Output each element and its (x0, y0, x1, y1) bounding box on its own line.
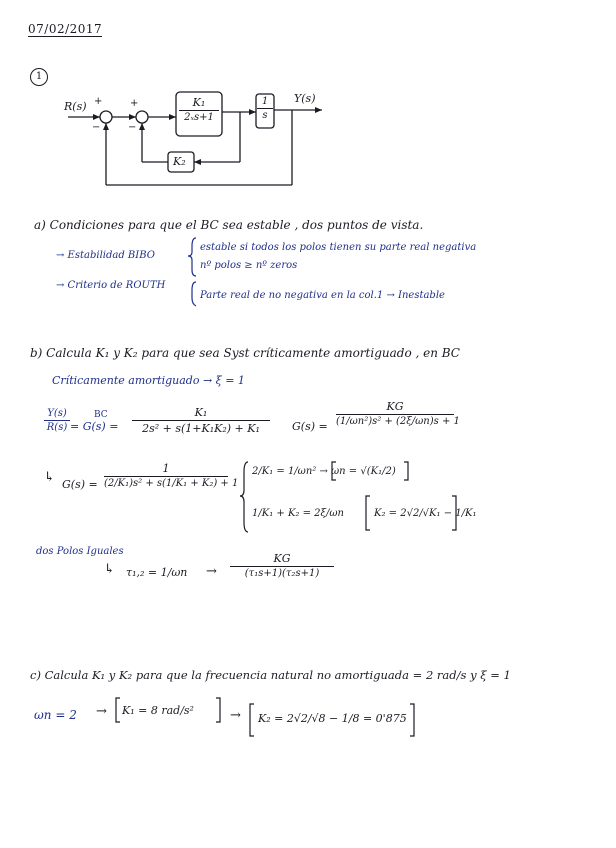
eq2-denominator: (1/ωn²)s² + (2ξ/ωn)s + 1 (336, 416, 460, 427)
eq1-lhs-numerator: Y(s) (47, 408, 67, 419)
eq1-mid: = G(s) = (70, 420, 119, 433)
part-b-critical-damping: Críticamente amortiguado → ξ = 1 (52, 374, 245, 387)
problem-number: 1 (35, 71, 43, 82)
part-c-wn: ωn = 2 (34, 708, 77, 722)
part-c-k1: K₁ = 8 rad/s² (122, 704, 194, 717)
block-k1-denominator: 2ₓs+1 (184, 112, 214, 123)
eq1-denominator: 2s² + s(1+K₁K₂) + K₁ (142, 422, 260, 435)
eq3-lhs: G(s) = (62, 478, 98, 491)
eq3-denominator: (2/K₁)s² + s(1/K₁ + K₂) + 1 (104, 478, 239, 489)
tf-equal-poles-numerator: KG (273, 552, 291, 565)
part-a-item1-line2: nº polos ≥ nº zeros (200, 260, 298, 271)
part-a-heading: a) Condiciones para que el BC sea estable , dos puntos de vista. (34, 218, 424, 232)
part-a-item2-label: → Criterio de ROUTH (56, 280, 166, 291)
system-eq1: 2/K₁ = 1/ωn² → ωn = √(K₁/2) (252, 466, 396, 477)
system-eq2: 1/K₁ + K₂ = 2ξ/ωn (252, 508, 344, 519)
tau-relation: τ₁,₂ = 1/ωn (126, 566, 188, 579)
sum1-minus-sign: − (92, 122, 101, 133)
eq1-numerator: K₁ (194, 406, 208, 419)
block-integrator-numerator: 1 (261, 96, 269, 107)
part-a-item1-label: → Estabilidad BIBO (56, 250, 155, 261)
part-a-item2-line1: Parte real de no negativa en la col.1 → Inestable (200, 290, 445, 301)
block-k2-label: K₂ (173, 155, 186, 168)
input-label: R(s) (64, 100, 87, 113)
part-c-k2: K₂ = 2√2/√8 − 1/8 = 0'875 (258, 712, 407, 725)
eq1-lhs-denominator: R(s) (46, 422, 68, 433)
sum2-minus-sign: − (128, 122, 137, 133)
date: 07/02/2017 (28, 22, 103, 36)
block-integrator-denominator: s (262, 110, 268, 121)
part-c-heading: c) Calcula K₁ y K₂ para que la frecuencia natural no amortiguada = 2 rad/s y ξ = 1 (30, 668, 511, 682)
arrow-icon-c1: → (96, 704, 107, 719)
tf-equal-poles-denominator: (τ₁s+1)(τ₂s+1) (244, 568, 320, 579)
eq2-numerator: KG (386, 400, 404, 413)
system-k2-result: K₂ = 2√2/√K₁ − 1/K₁ (374, 508, 477, 519)
eq1-bc-tag: BC (94, 410, 108, 420)
output-label: Y(s) (294, 92, 316, 105)
sum1-plus-sign: + (94, 96, 103, 107)
block-k1-numerator: K₁ (192, 96, 206, 109)
right-arrow-icon: → (206, 564, 217, 579)
arrow-bracket-icon: ↳ (44, 470, 55, 485)
part-b-heading: b) Calcula K₁ y K₂ para que sea Syst críticamente amortiguado , en BC (30, 346, 460, 360)
eq3-numerator: 1 (162, 462, 170, 475)
arrow-bracket-icon-2: ↳ (104, 562, 115, 577)
eq2-lhs: G(s) = (292, 420, 328, 433)
equal-poles-note: dos Polos Iguales (36, 546, 124, 557)
sum2-plus-sign: + (130, 98, 139, 109)
part-a-item1-line1: estable si todos los polos tienen su parte real negativa (200, 242, 477, 253)
arrow-icon-c2: → (230, 708, 241, 723)
